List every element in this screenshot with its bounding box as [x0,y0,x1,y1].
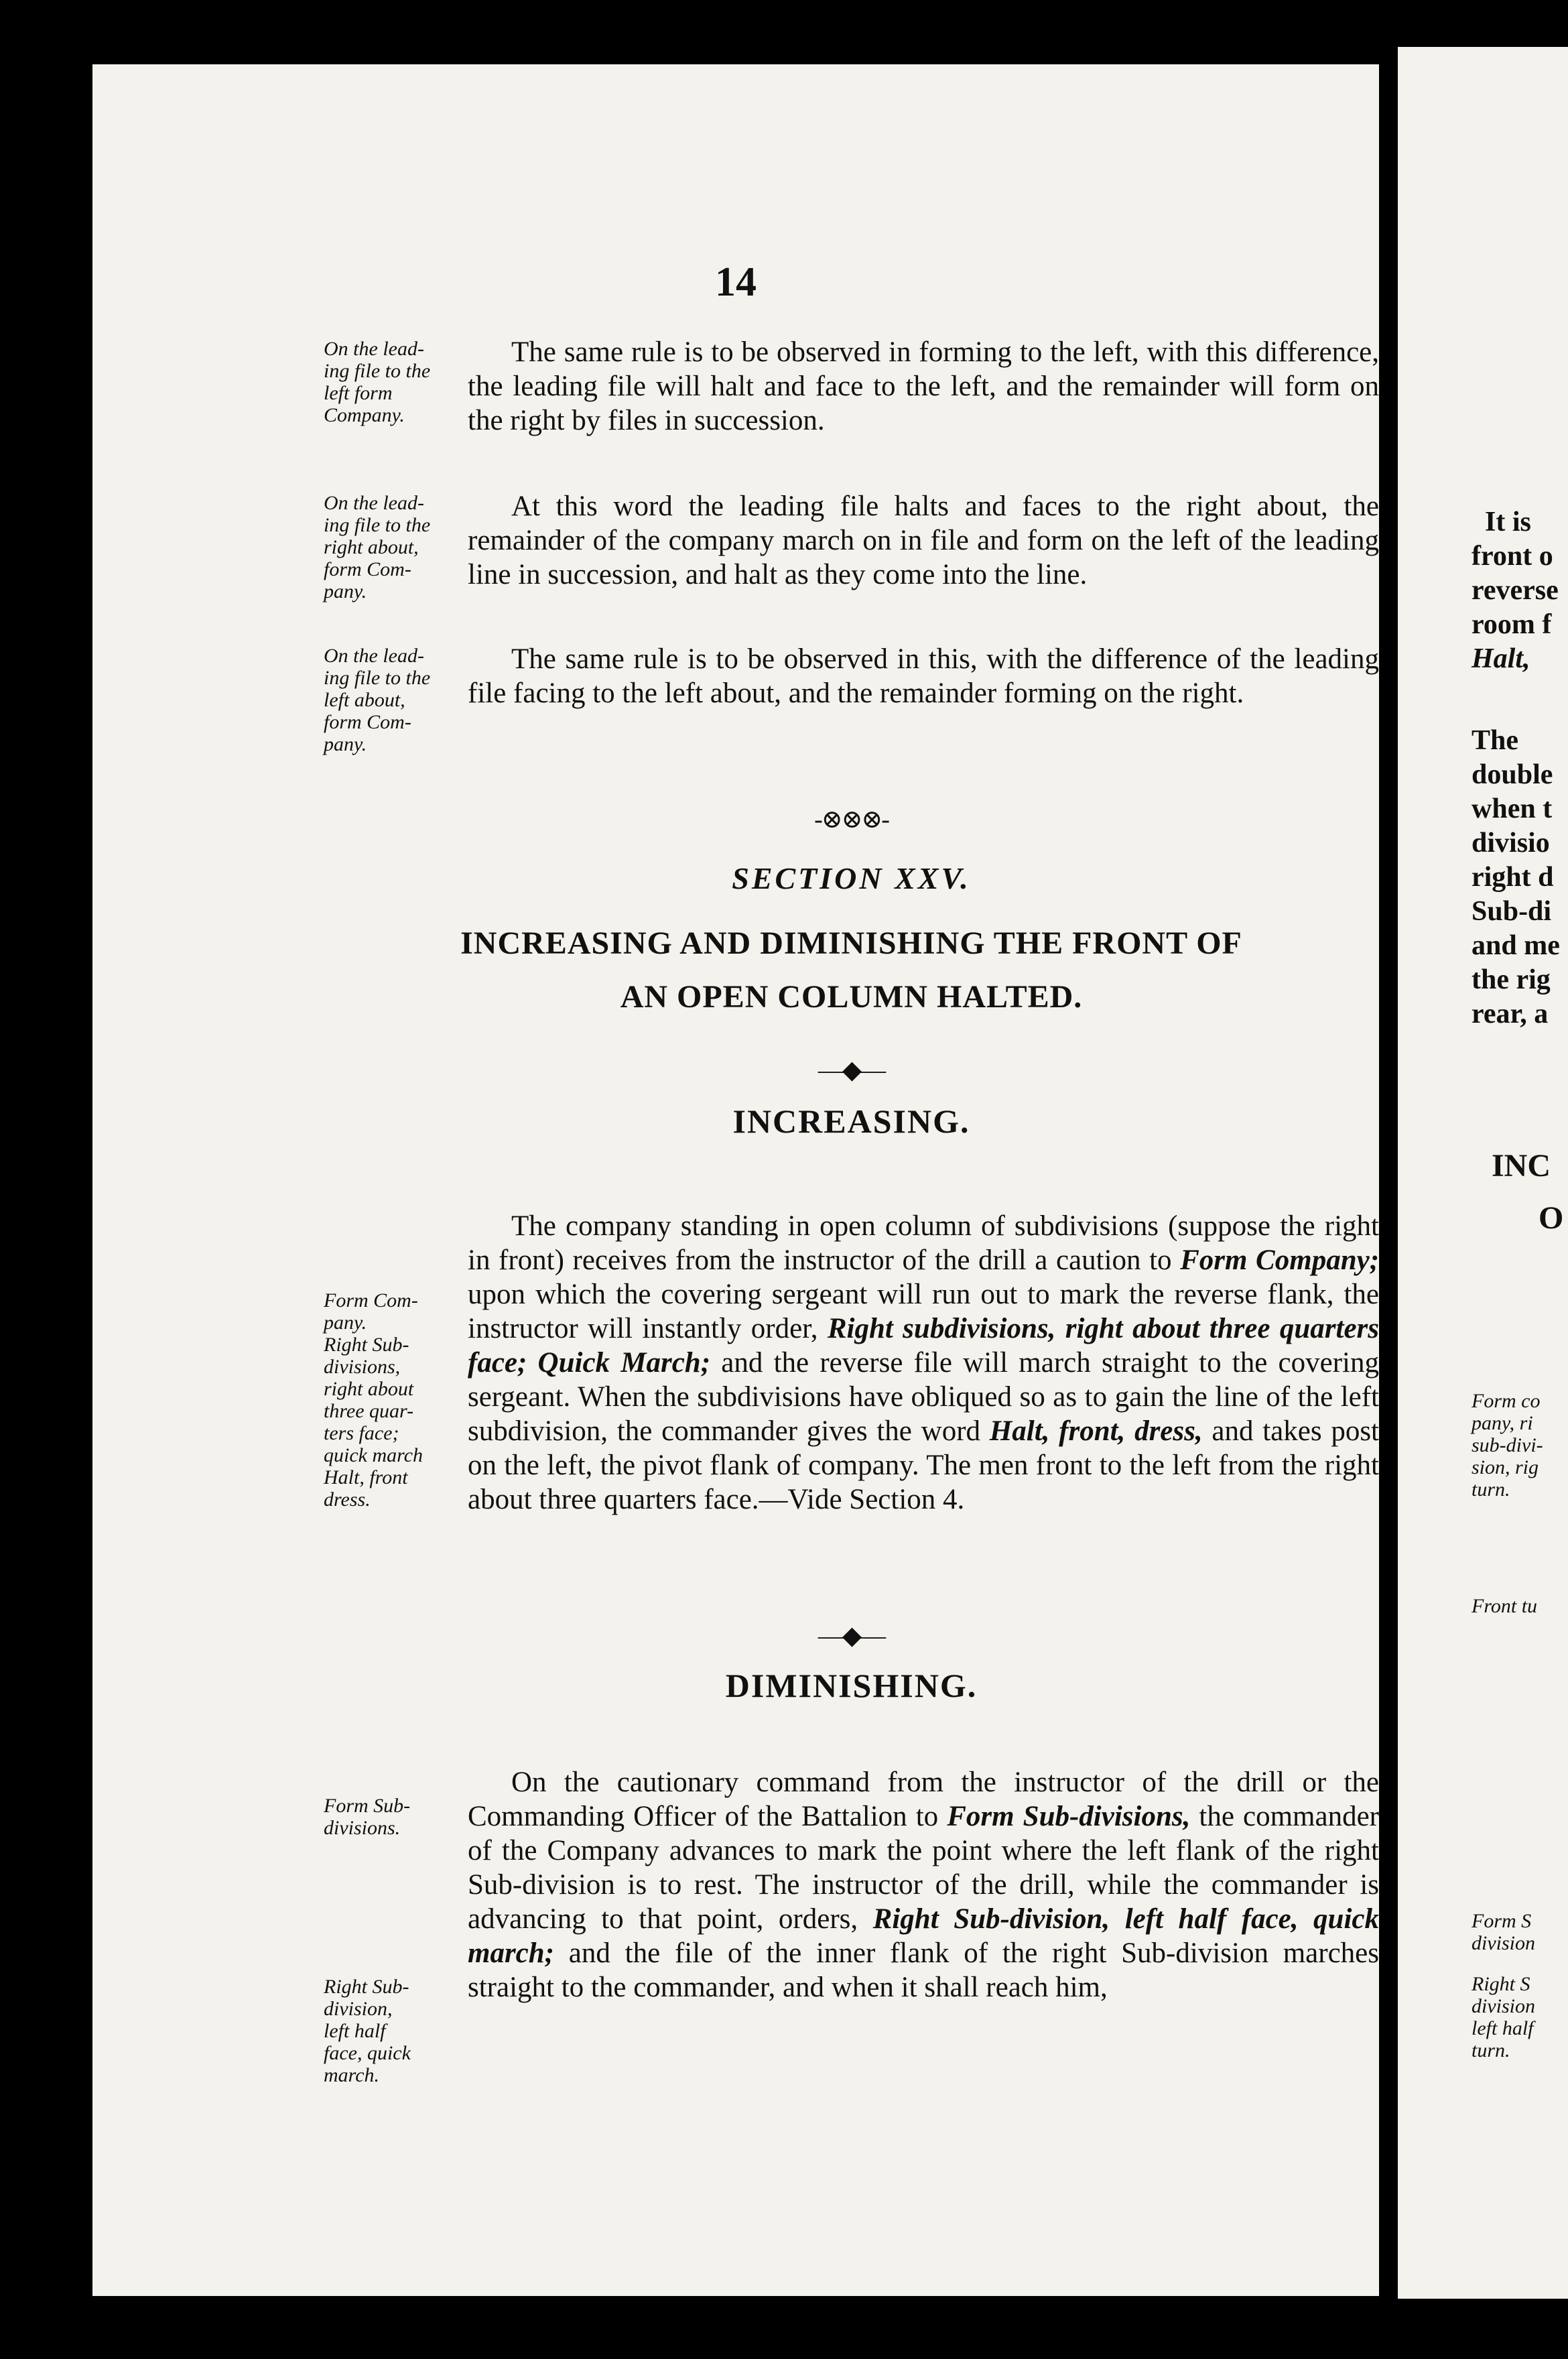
note-line: Right Sub- [324,1334,409,1356]
note-line: sion, rig [1472,1456,1539,1478]
fragment-line: Sub-di [1472,896,1552,927]
note-line: division [1472,1932,1535,1954]
diminishing-title: DIMINISHING. [725,1667,978,1704]
margin-note-diminishing-a [324,1795,468,1839]
note-line: division [1472,1995,1535,2017]
command-text: Right subdivisions, right about three quarters face; Quick March; [468,1313,1379,1379]
note-line: quick march [324,1444,423,1466]
note-line: face, quick [324,2042,411,2064]
fragment-line: rear, a [1472,999,1549,1029]
fragment-line: divisio [1472,828,1550,858]
note-line: On the lead- [324,338,424,360]
fragment-line: room f [1472,609,1552,640]
paragraph-3: The same rule is to be observed in this, with the difference of the leading file facing to the left about, and the remainder forming on the right. [468,643,1379,709]
note-line: ing file to the [324,667,431,689]
note-line: pany, ri [1472,1412,1533,1434]
note-line: left half [324,2020,386,2042]
text-run: The company standing in open column of subdivisions (suppose the right in front) receives from the instructor of the drill a caution to [468,1210,1379,1276]
fragment-line: It is [1485,507,1531,537]
note-line: Right Sub- [324,1976,409,1998]
fragment-line: right d [1472,862,1554,893]
fragment-line: Halt, [1472,643,1530,674]
note-line: march. [324,2064,380,2086]
text-run: upon which the covering sergeant will run out to mark the reverse flank, the instructor will instantly order, [468,1279,1379,1344]
note-line: Form co [1472,1390,1541,1412]
note-line: dress. [324,1488,371,1511]
note-line: pany. [324,1312,367,1334]
fragment-line: and me [1472,930,1560,961]
command-text: Form Sub-divisions, [947,1801,1191,1832]
note-line: division, [324,1998,393,2020]
note-line: divisions, [324,1356,401,1378]
note-line: left form [324,382,393,404]
left-page [92,64,1379,2296]
text-run: and takes post on the left, the pivot flank of company. The men front to the left from the right about three quarters face.—Vide Section 4. [468,1415,1379,1515]
note-line: divisions. [324,1817,401,1839]
margin-note-2 [324,492,468,602]
margin-note-increasing [324,1289,468,1511]
margin-note-1 [324,338,468,426]
text-run: and the reverse file will march straight to the covering sergeant. When the subdivisions have obliqued so as to gain the line of the left subdivision, the commander gives the word [468,1347,1379,1447]
main-title-line-1: INCREASING AND DIMINISHING THE FRONT OF [460,926,1242,961]
note-line: Company. [324,404,405,426]
paragraph-2: At this word the leading file halts and faces to the right about, the remainder of the company march on in file and form on the left of the leading line in succession, and halt as they come into the line. [468,491,1379,590]
fragment-note [1472,1910,1535,1954]
section-title: SECTION XXV. [732,861,971,895]
main-title [324,917,1379,1024]
note-line: pany. [324,580,367,602]
note-line: pany. [324,733,367,755]
margin-note-diminishing-b [324,1976,468,2086]
ornament-divider: —◆— [818,1056,885,1084]
fragment-heading: INC [1492,1148,1551,1184]
note-line: right about, [324,536,419,558]
note-line: turn. [1472,2039,1510,2061]
note-line: Form Com- [324,1289,418,1312]
text-run: On the cautionary command from the instructor of the drill or the Commanding Officer of the Battalion to [468,1767,1379,1832]
fragment-note [1472,1390,1543,1501]
increasing-title: INCREASING. [732,1102,970,1140]
fragment-line: front o [1472,541,1553,572]
fragment-line: reverse [1472,575,1559,606]
right-page-fragment [1398,47,1568,2299]
text-run: the commander of the Company advances to mark the point where the left flank of the right Sub-division is to rest. The instructor of the drill, while the commander is advancing to that point, orders, [468,1801,1379,1935]
ornament-divider: —◆— [818,1622,885,1650]
fragment-line: the rig [1472,964,1551,995]
fragment-heading: O [1539,1200,1564,1236]
fragment-line: double [1472,759,1553,790]
note-line: ters face; [324,1422,399,1444]
fragment-note [1472,1973,1535,2061]
fragment-line: when t [1472,793,1553,824]
fragment-line: The [1472,725,1519,756]
note-line: On the lead- [324,645,424,667]
diminishing-paragraph [468,1765,1379,2004]
command-text: Halt, front, dress, [989,1415,1203,1447]
ornament-divider: -⊗⊗⊗- [814,806,889,834]
note-line: three quar- [324,1400,414,1422]
note-line: right about [324,1378,414,1400]
note-line: On the lead- [324,492,424,514]
note-line: left about, [324,689,405,711]
note-line: form Com- [324,558,411,580]
note-line: Right S [1472,1973,1530,1995]
increasing-paragraph [468,1209,1379,1517]
fragment-note [1472,1595,1537,1617]
note-line: turn. [1472,1478,1510,1501]
note-line: Front tu [1472,1595,1538,1617]
note-line: sub-divi- [1472,1434,1543,1456]
note-line: Form S [1472,1910,1532,1932]
text-run: and the file of the inner flank of the right Sub-division marches straight to the commander, and when it shall reach him, [468,1937,1379,2003]
command-text: Form Company; [1180,1245,1379,1276]
page-number: 14 [715,259,757,305]
note-line: ing file to the [324,514,431,536]
note-line: Form Sub- [324,1795,411,1817]
command-text: Right Sub-division, left half face, quick march; [468,1903,1379,1969]
paragraph-1: The same rule is to be observed in forming to the left, with this difference, the leading file will halt and face to the left, and the remainder will form on the right by files in succession. [468,336,1379,436]
note-line: form Com- [324,711,411,733]
main-title-line-2: AN OPEN COLUMN HALTED. [620,979,1083,1015]
note-line: Halt, front [324,1466,408,1488]
margin-note-3 [324,645,468,755]
note-line: ing file to the [324,360,431,382]
note-line: left half [1472,2017,1534,2039]
